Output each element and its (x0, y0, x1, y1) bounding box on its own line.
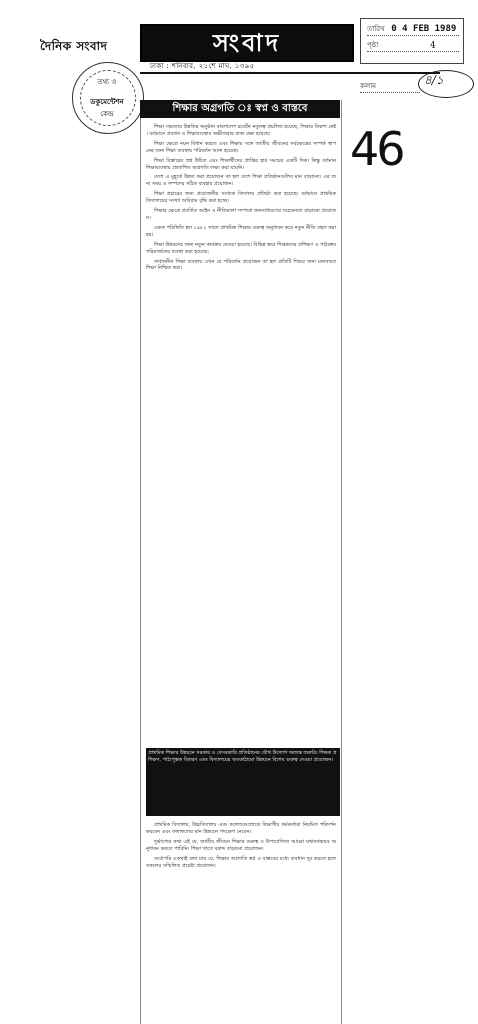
date-row (367, 23, 459, 36)
article-paragraph: একক পরিস্থিতি হল ১৯৮২ সালে প্রাথমিক শিক্ষার গুরুত্ব অনুধাবন করে নতুন নীতি গ্রহণ করা হয়। (146, 224, 336, 238)
daily-newspaper-stamp: দৈনিক সংবাদ (40, 39, 108, 53)
article-paragraph: শিক্ষা প্রচারের জন্য প্রয়োজনীয় সংখ্যক বিদ্যালয় প্রতিষ্ঠা করা হয়েছে। বর্তমানে প্রাথমিক বিদ্যালয়ের সংখ্যা অবিরাম বৃদ্ধি করা হচ্ছে। (146, 191, 336, 205)
handwritten-number: 46 (350, 122, 403, 176)
masthead-dateline: ঢাকা : শনিবার, ২১শে মাঘ, ১৩৯৫ (150, 62, 255, 70)
seal-text-top: তথ্য ও (97, 78, 117, 86)
article-paragraph: প্রাথমিক বিদ্যালয়, উচ্চবিদ্যালয় এবং কলেজগুলোতে বিভাগীয় কর্মকর্তারা নিয়মিত পরিদর্শন করবেন এবং ফলাফলের মান উন্নয়নে পদক্ষেপ নেবেন। (146, 822, 336, 835)
newspaper-masthead: সংবাদ (140, 24, 354, 62)
page-value: 4 (430, 41, 436, 51)
article-paragraph: সর্বোপরি একথাই বলা যায় যে, শিক্ষার অগ্রগতি স্বপ্ন ও বাস্তবের মধ্যে ব্যবধান দূর করতে হলে সকলের সম্মিলিত প্রচেষ্টা প্রয়োজন। (146, 855, 336, 869)
article-paragraph: শিক্ষার ক্ষেত্রে প্রবর্তিত আইন ও নীতিমালা সম্পর্কে জনসাধারণের সচেতনতা বাড়ানো প্রয়োজন। (146, 208, 336, 221)
article-headline: শিক্ষার অগ্রগতি ঃ স্বপ্ন ও বাস্তবে (140, 100, 340, 118)
page-label: পৃষ্ঠা (367, 41, 379, 49)
article-paragraph: শিক্ষা উন্নয়নের জন্য নতুন কার্যক্রম নেওয়া হয়েছে। বিভিন্ন স্তরে শিক্ষকদের প্রশিক্ষণ ও পাঠ্যক্রম পরিমার্জনের ব্যবস্থা করা হয়েছে। (146, 241, 337, 255)
page-row (367, 39, 459, 52)
column-label: কলাম (360, 80, 420, 93)
article-highlight-block: প্রাথমিক শিক্ষার উন্নয়নে সরকার ও বেসরকারি প্রতিষ্ঠানের যৌথ উদ্যোগ অত্যন্ত জরুরি। শিক্ষক প্রশিক্ষণ, পাঠ্যপুস্তক বিতরণ এবং বিদ্যালয়ের অবকাঠামো উন্নয়নে বিশেষ গুরুত্ব দেওয়া প্রয়োজন। (146, 748, 340, 816)
article-paragraph: শিক্ষা বিস্তারের প্রশ্ন উচিত এবং শিক্ষার্থীদের প্রাপ্তির হার সময়ের একটি দিক। কিন্তু বর্তমান শিক্ষাব্যবস্থায় প্রত্যাশিত অগ্রগতি লক্ষ্য করা যায়নি। (146, 157, 336, 171)
date-value: 0 4 FEB 1989 (391, 24, 457, 34)
article-paragraph: দুর্ভাগ্যের কথা এই যে, জাতীয় জীবনে শিক্ষার গুরুত্ব ও উপযোগিতা আমরা যথাযথভাবে অনুধাবন করতে পারিনি। শিক্ষা খাতে বরাদ্দ বাড়ানো প্রয়োজন। (146, 838, 336, 852)
article-tail (146, 822, 336, 872)
article-paragraph: দেশে এ মুহূর্তে উন্নত করা প্রয়োজন তা হল দেশে শিক্ষা প্রতিষ্ঠানগুলির মান বাড়ানো। এর জন্য সময় ও সম্পদের সঠিক ব্যবহার প্রয়োজন। (146, 174, 336, 188)
masthead-rule (140, 72, 440, 74)
seal-text-middle: ডকুমেন্টেশন (90, 97, 124, 106)
article-body (146, 124, 336, 275)
article-paragraph: সার্বজনীন শিক্ষা ব্যবস্থায় এখন যে পরিবর্তন প্রয়োজন তা হল প্রতিটি শিশুর জন্য মানসম্মত শিক্ষা নিশ্চিত করা। (146, 258, 336, 272)
handwritten-oval-text: ৪/১ (424, 73, 444, 87)
date-label: তারিখ (367, 25, 385, 33)
article-paragraph: শিক্ষা সভ্যতার উন্নতির অনুষ্ঠান বাংলাদেশ রবের্টন নতুনত্ব প্রচলিত হয়েছে, শিক্ষার বিকাশ নেই। বর্তমানে প্রবর্তন ও শিক্ষাব্যবস্থার অভীজরার বাক্য রক্ষা হয়েছে। (146, 124, 336, 137)
clipping-date-box (360, 18, 464, 64)
seal-text-bottom: কেন্দ্র (100, 110, 114, 118)
article-paragraph: শিক্ষা ক্ষেত্রে নয়ন বিধান করতে এবং শিক্ষার সঙ্গে জাতীয় জীবনের সর্বক্ষেত্রের সম্পর্ক স্থাপনের জন্য শিক্ষা ব্যবস্থায় পরিবর্তন আনা হয়েছে। (146, 140, 336, 154)
